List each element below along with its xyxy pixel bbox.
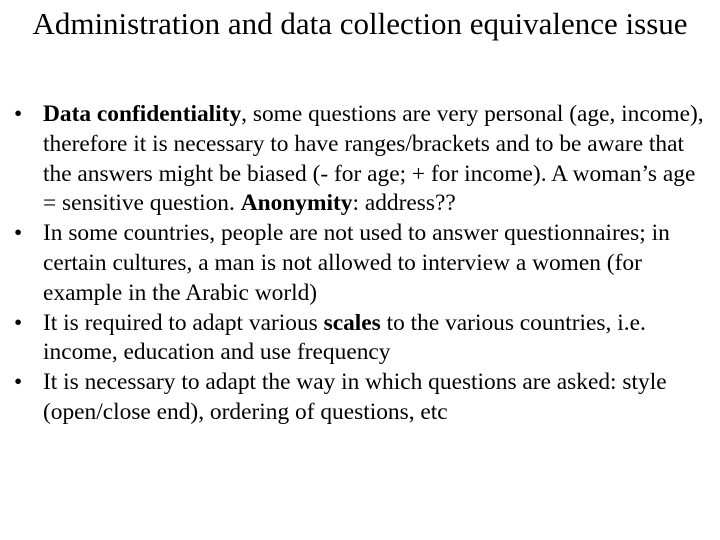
bullet-marker: • xyxy=(14,220,23,247)
bullet-text: It is necessary to adapt the way in which questions are asked: style (open/close end), ordering of questions, etc xyxy=(43,369,667,425)
bullet-item-scales xyxy=(14,309,714,369)
bullet-text: In some countries, people are not used to answer questionnaires; in certain cultures, a man is not allowed to interview a women (for example in the Arabic world) xyxy=(43,220,670,306)
bullet-marker: • xyxy=(14,309,23,336)
bullet-text: to the various countries, i.e. income, education and use frequency xyxy=(43,309,646,366)
bullet-item-cultural-habits xyxy=(14,219,714,308)
bullet-marker: • xyxy=(14,369,23,396)
bullet-emphasis: scales xyxy=(323,309,381,336)
bullet-list xyxy=(14,100,714,428)
bullet-text: : address?? xyxy=(352,190,456,217)
bullet-emphasis: Data confidentiality xyxy=(43,101,242,127)
bullet-item-question-style xyxy=(14,368,714,428)
bullet-marker: • xyxy=(14,101,23,127)
bullet-emphasis: Anonymity xyxy=(240,190,353,217)
bullet-text: , some questions are very personal (age, income), therefore it is necessary to have ranges/brackets and to be aware that the answers might be biased (- for age; + for income). A woman’s age = sensitive question. xyxy=(43,101,704,217)
slide-title: Administration and data collection equivalence issue xyxy=(32,6,688,41)
bullet-item-data-confidentiality xyxy=(14,100,714,219)
bullet-text: It is required to adapt various xyxy=(43,309,324,336)
